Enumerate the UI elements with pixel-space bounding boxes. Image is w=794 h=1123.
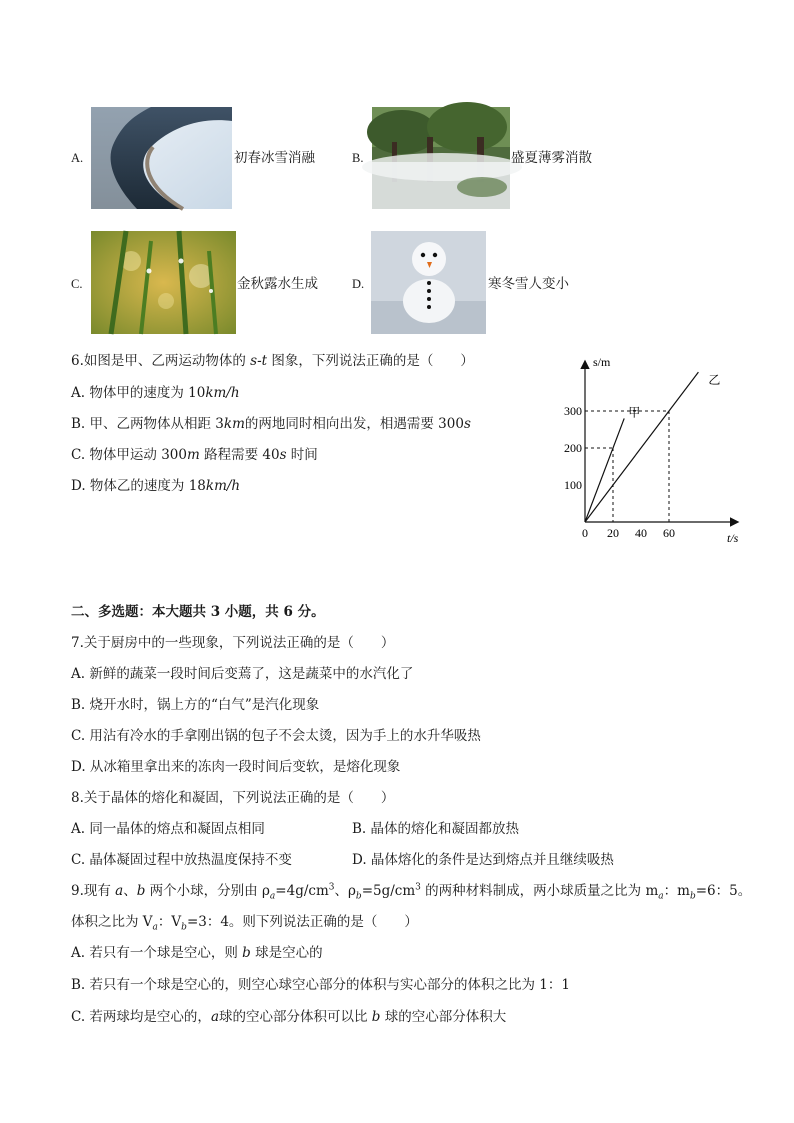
q7-option-b: B. 烧开水时，锅上方的“白气”是汽化现象 xyxy=(71,697,320,713)
q7-option-a: A. 新鲜的蔬菜一段时间后变蔫了，这是蔬菜中的水汽化了 xyxy=(71,666,414,682)
series-line-1 xyxy=(585,372,698,522)
q8-option-c: C. 晶体凝固过程中放热温度保持不变 xyxy=(71,852,292,868)
misty-forest-photo xyxy=(372,107,510,209)
melting-ice-stream-photo xyxy=(91,107,232,209)
x-tick-label-1: 20 xyxy=(607,526,619,540)
q8-option-d: D. 晶体熔化的条件是达到熔点并且继续吸热 xyxy=(352,852,614,868)
y-axis-label: s/m xyxy=(593,355,611,369)
q6-stem: 6.如图是甲、乙两运动物体的 s-t 图象，下列说法正确的是（ ） xyxy=(71,353,474,369)
q6-option-a: A. 物体甲的速度为 10km/h xyxy=(71,385,240,401)
series-label-1: 乙 xyxy=(708,373,721,388)
q9-option-c: C. 若两球均是空心的，a球的空心部分体积可以比 b 球的空心部分体积大 xyxy=(71,1009,507,1025)
option-c-caption: 金秋露水生成 xyxy=(237,276,318,292)
q6-option-b: B. 甲、乙两物体从相距 3km的两地同时相向出发，相遇需要 300s xyxy=(71,416,471,432)
q7-option-d: D. 从冰箱里拿出来的冻肉一段时间后变软，是熔化现象 xyxy=(71,759,401,775)
section-2-title: 二、多选题：本大题共 3 小题，共 6 分。 xyxy=(71,604,325,620)
q6-option-c: C. 物体甲运动 300m 路程需要 40s 时间 xyxy=(71,447,318,463)
q8-stem: 8.关于晶体的熔化和凝固，下列说法正确的是（ ） xyxy=(71,790,395,806)
option-d-caption: 寒冬雪人变小 xyxy=(488,276,569,292)
q9-option-a: A. 若只有一个球是空心，则 b 球是空心的 xyxy=(71,945,323,961)
q8-option-a: A. 同一晶体的熔点和凝固点相同 xyxy=(71,821,265,837)
option-a-letter: A. xyxy=(71,151,84,165)
s-t-graph xyxy=(555,350,739,550)
option-d-letter: D. xyxy=(352,277,365,291)
dew-on-grass-photo xyxy=(91,231,236,334)
option-b-letter: B. xyxy=(352,151,364,165)
option-b-caption: 盛夏薄雾消散 xyxy=(511,150,592,166)
y-tick-label-0: 100 xyxy=(564,478,582,492)
series-label-0: 甲 xyxy=(628,405,641,420)
q9-option-b: B. 若只有一个球是空心的，则空心球空心部分的体积与实心部分的体积之比为 1：1 xyxy=(71,977,570,993)
q9-stem-line2: 体积之比为 $V_a$：$V_b=3$：4。则下列说法正确的是（ ） xyxy=(71,914,418,933)
q7-stem: 7.关于厨房中的一些现象，下列说法正确的是（ ） xyxy=(71,635,395,651)
option-c-letter: C. xyxy=(71,277,83,291)
snowman-photo xyxy=(371,231,486,334)
series-line-0 xyxy=(585,418,624,522)
x-axis-label: t/s xyxy=(727,531,739,545)
q9-stem-line1: 9.现有 a、b 两个小球，分别由 $\rho_a=4g/cm^3$、$\rho_b=5g/cm^3$ 的两种材料制成，两小球质量之比为 $m_a$：$m_b=6$：5。 xyxy=(71,882,752,902)
x-tick-label-3: 60 xyxy=(663,526,675,540)
y-tick-label-1: 200 xyxy=(564,441,582,455)
q8-option-b: B. 晶体的熔化和凝固都放热 xyxy=(352,821,520,837)
q7-option-c: C. 用沾有冷水的手拿刚出锅的包子不会太烫，因为手上的水升华吸热 xyxy=(71,728,481,744)
x-tick-label-2: 40 xyxy=(635,526,647,540)
x-tick-label-0: 0 xyxy=(582,526,588,540)
q6-option-d: D. 物体乙的速度为 18km/h xyxy=(71,478,241,494)
option-a-caption: 初春冰雪消融 xyxy=(234,150,315,166)
y-tick-label-2: 300 xyxy=(564,404,582,418)
